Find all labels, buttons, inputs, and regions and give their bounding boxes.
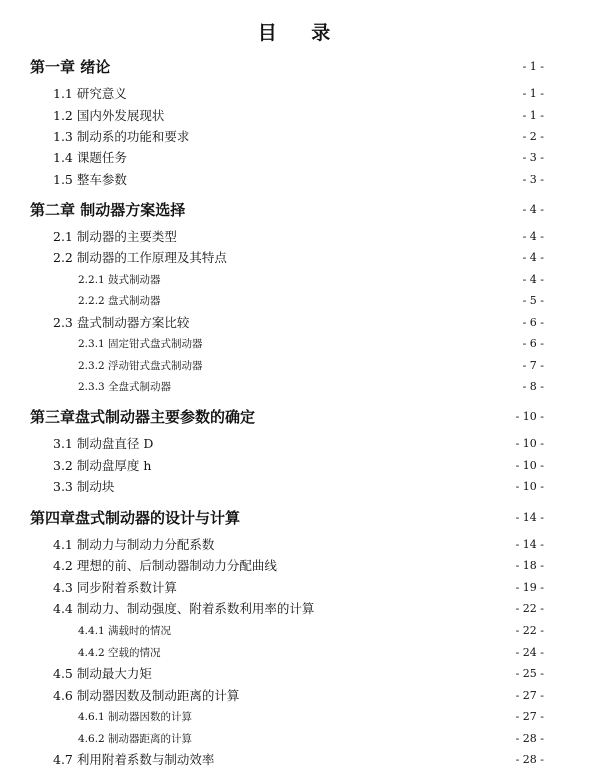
toc-entry-page: - 1 - [522,109,544,122]
toc-entry-page: - 3 - [522,173,544,186]
toc-entry-page: - 6 - [522,316,544,329]
toc-section-entry[interactable] [0,456,602,476]
toc-entry-title: 1.4 课题任务 [53,150,127,165]
toc-entry-page: - 22 - [515,602,544,615]
toc-subsection-entry[interactable] [0,291,602,311]
toc-subsection-entry[interactable] [0,270,602,290]
toc-entry-title: 3.2 制动盘厚度 h [53,458,152,473]
toc-entry-title: 1.3 制动系的功能和要求 [53,129,190,144]
toc-section-entry[interactable] [0,170,602,190]
toc-entry-title: 2.3 盘式制动器方案比较 [53,315,190,330]
toc-entry-title: 第三章盘式制动器主要参数的确定 [30,408,256,426]
toc-entry-page: - 10 - [515,480,544,493]
toc-section-entry[interactable] [0,477,602,497]
toc-entry-title: 1.5 整车参数 [53,172,127,187]
toc-entry-title: 2.2.2 盘式制动器 [78,295,161,307]
toc-entry-title: 4.6.2 制动器距离的计算 [78,733,193,745]
toc-entry-page: - 25 - [515,667,544,680]
toc-entry-page: - 28 - [515,753,544,766]
toc-section-entry[interactable] [0,750,602,770]
toc-entry-page: - 22 - [515,624,544,637]
toc-entry-title: 2.3.3 全盘式制动器 [78,381,172,393]
toc-subsection-entry[interactable] [0,377,602,397]
toc-entry-page: - 2 - [522,130,544,143]
toc-section-entry[interactable] [0,686,602,706]
toc-entry-title: 4.4 制动力、制动强度、附着系数利用率的计算 [53,601,315,616]
toc-entry-title: 4.2 理想的前、后制动器制动力分配曲线 [53,558,277,573]
toc-subsection-entry[interactable] [0,621,602,641]
toc-entry-page: - 18 - [515,559,544,572]
toc-subsection-entry[interactable] [0,707,602,727]
toc-section-entry[interactable] [0,535,602,555]
toc-entry-title: 2.2 制动器的工作原理及其特点 [53,250,227,265]
toc-subsection-entry[interactable] [0,356,602,376]
toc-entry-page: - 1 - [522,87,544,100]
toc-entry-page: - 27 - [515,689,544,702]
toc-entry-page: - 7 - [522,359,544,372]
toc-entry-title: 4.6 制动器因数及制动距离的计算 [53,688,240,703]
toc-entry-title: 第一章 绪论 [30,58,111,76]
toc-section-entry[interactable] [0,664,602,684]
toc-chapter-entry[interactable] [0,200,602,220]
toc-subsection-entry[interactable] [0,643,602,663]
toc-entry-page: - 24 - [515,646,544,659]
toc-entry-page: - 5 - [522,294,544,307]
toc-entry-page: - 1 - [522,60,544,73]
toc-entry-page: - 10 - [515,459,544,472]
toc-entry-title: 1.1 研究意义 [53,86,127,101]
toc-entry-title: 4.4.1 满载时的情况 [78,625,172,637]
toc-entry-page: - 27 - [515,710,544,723]
toc-entry-page: - 8 - [522,380,544,393]
toc-section-entry[interactable] [0,248,602,268]
toc-entry-title: 2.3.1 固定钳式盘式制动器 [78,338,203,350]
toc-section-entry[interactable] [0,556,602,576]
toc-entry-title: 3.3 制动块 [53,479,115,494]
toc-section-entry[interactable] [0,84,602,104]
toc-entry-page: - 4 - [522,230,544,243]
toc-entry-title: 4.6.1 制动器因数的计算 [78,711,193,723]
toc-entry-page: - 4 - [522,273,544,286]
toc-entry-title: 1.2 国内外发展现状 [53,108,165,123]
toc-chapter-entry[interactable] [0,57,602,77]
toc-section-entry[interactable] [0,227,602,247]
toc-entry-page: - 14 - [515,538,544,551]
toc-section-entry[interactable] [0,599,602,619]
toc-section-entry[interactable] [0,434,602,454]
toc-section-entry[interactable] [0,578,602,598]
toc-subsection-entry[interactable] [0,334,602,354]
toc-section-entry[interactable] [0,106,602,126]
toc-entry-title: 4.7 利用附着系数与制动效率 [53,752,215,767]
toc-entry-title: 4.1 制动力与制动力分配系数 [53,537,215,552]
toc-entry-title: 4.5 制动最大力矩 [53,666,152,681]
toc-entry-page: - 4 - [522,203,544,216]
toc-title: 目 录 [257,22,345,44]
toc-entry-title: 3.1 制动盘直径 D [53,436,154,451]
toc-entry-title: 第四章盘式制动器的设计与计算 [30,509,241,527]
toc-entry-page: - 4 - [522,251,544,264]
toc-entry-title: 4.3 同步附着系数计算 [53,580,177,595]
toc-chapter-entry[interactable] [0,508,602,528]
toc-section-entry[interactable] [0,148,602,168]
toc-entry-page: - 10 - [515,437,544,450]
toc-entry-page: - 14 - [515,511,544,524]
toc-entry-title: 4.4.2 空载的情况 [78,647,161,659]
toc-entry-title: 2.2.1 鼓式制动器 [78,274,161,286]
toc-entry-title: 2.3.2 浮动钳式盘式制动器 [78,360,203,372]
toc-entry-title: 第二章 制动器方案选择 [30,201,186,219]
toc-entry-page: - 3 - [522,151,544,164]
toc-entry-title: 2.1 制动器的主要类型 [53,229,177,244]
toc-section-entry[interactable] [0,313,602,333]
toc-section-entry[interactable] [0,127,602,147]
toc-subsection-entry[interactable] [0,729,602,749]
toc-entry-page: - 28 - [515,732,544,745]
toc-chapter-entry[interactable] [0,407,602,427]
toc-entry-page: - 19 - [515,581,544,594]
toc-entry-page: - 6 - [522,337,544,350]
toc-entry-page: - 10 - [515,410,544,423]
